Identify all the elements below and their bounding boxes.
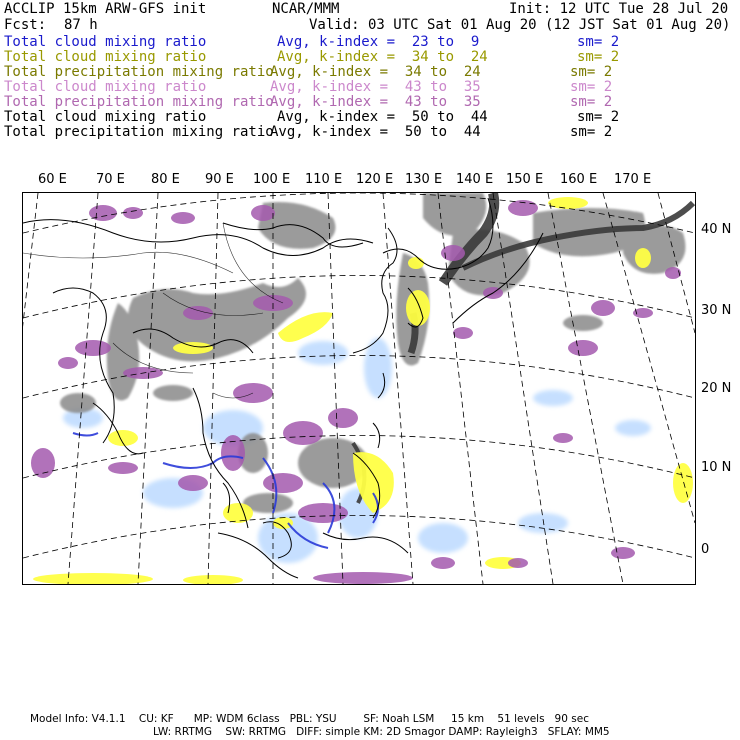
longitude-label: 80 E <box>151 172 180 187</box>
field-name: Total cloud mixing ratio <box>4 109 207 125</box>
model-info-line2: LW: RRTMG SW: RRTMG DIFF: simple KM: 2D Smagor DAMP: Rayleigh3 SFLAY: MM5 <box>153 726 610 738</box>
longitude-label: 110 E <box>305 172 343 187</box>
longitude-label: 170 E <box>614 172 652 187</box>
latitude-label: 20 N <box>701 381 732 396</box>
longitude-label: 150 E <box>506 172 544 187</box>
longitude-label: 120 E <box>356 172 394 187</box>
field-sm: sm= 2 <box>570 94 613 110</box>
forecast-hours: 87 h <box>64 17 98 33</box>
field-name: Total precipitation mixing ratio <box>4 64 274 80</box>
field-sm: sm= 2 <box>570 79 613 95</box>
longitude-label: 140 E <box>456 172 494 187</box>
field-avg: Avg, k-index = 34 to 24 <box>277 49 488 65</box>
map-svg <box>23 193 695 584</box>
field-sm: sm= 2 <box>577 49 620 65</box>
map-panel <box>22 192 696 585</box>
model-info-line1: Model Info: V4.1.1 CU: KF MP: WDM 6class PBL: YSU SF: Noah LSM 15 km 51 levels 90 sec <box>30 713 589 725</box>
field-avg: Avg, k-index = 50 to 44 <box>277 109 488 125</box>
latitude-label: 40 N <box>701 222 732 237</box>
field-name: Total cloud mixing ratio <box>4 79 207 95</box>
field-avg: Avg, k-index = 23 to 9 <box>277 34 480 50</box>
field-sm: sm= 2 <box>577 34 620 50</box>
field-avg: Avg, k-index = 43 to 35 <box>270 94 481 110</box>
init-time: Init: 12 UTC Tue 28 Jul 20 <box>509 1 729 17</box>
latitude-label: 10 N <box>701 460 732 475</box>
longitude-label: 90 E <box>205 172 234 187</box>
field-sm: sm= 2 <box>570 124 613 140</box>
field-avg: Avg, k-index = 34 to 24 <box>270 64 481 80</box>
field-name: Total precipitation mixing ratio <box>4 94 274 110</box>
field-sm: sm= 2 <box>577 109 620 125</box>
field-sm: sm= 2 <box>570 64 613 80</box>
longitude-label: 130 E <box>405 172 443 187</box>
field-name: Total cloud mixing ratio <box>4 34 207 50</box>
field-name: Total precipitation mixing ratio <box>4 124 274 140</box>
valid-time: Valid: 03 UTC Sat 01 Aug 20 (12 JST Sat 01 Aug 20) <box>309 17 731 33</box>
longitude-label: 160 E <box>560 172 598 187</box>
field-avg: Avg, k-index = 50 to 44 <box>270 124 481 140</box>
longitude-label: 100 E <box>253 172 291 187</box>
latitude-label: 0 <box>701 542 710 557</box>
org-label: NCAR/MMM <box>272 1 340 17</box>
longitude-label: 70 E <box>96 172 125 187</box>
field-avg: Avg, k-index = 43 to 35 <box>270 79 481 95</box>
field-name: Total cloud mixing ratio <box>4 49 207 65</box>
plot-title: ACCLIP 15km ARW-GFS init <box>4 1 207 17</box>
forecast-label: Fcst: <box>4 17 47 33</box>
longitude-label: 60 E <box>38 172 67 187</box>
latitude-label: 30 N <box>701 303 732 318</box>
